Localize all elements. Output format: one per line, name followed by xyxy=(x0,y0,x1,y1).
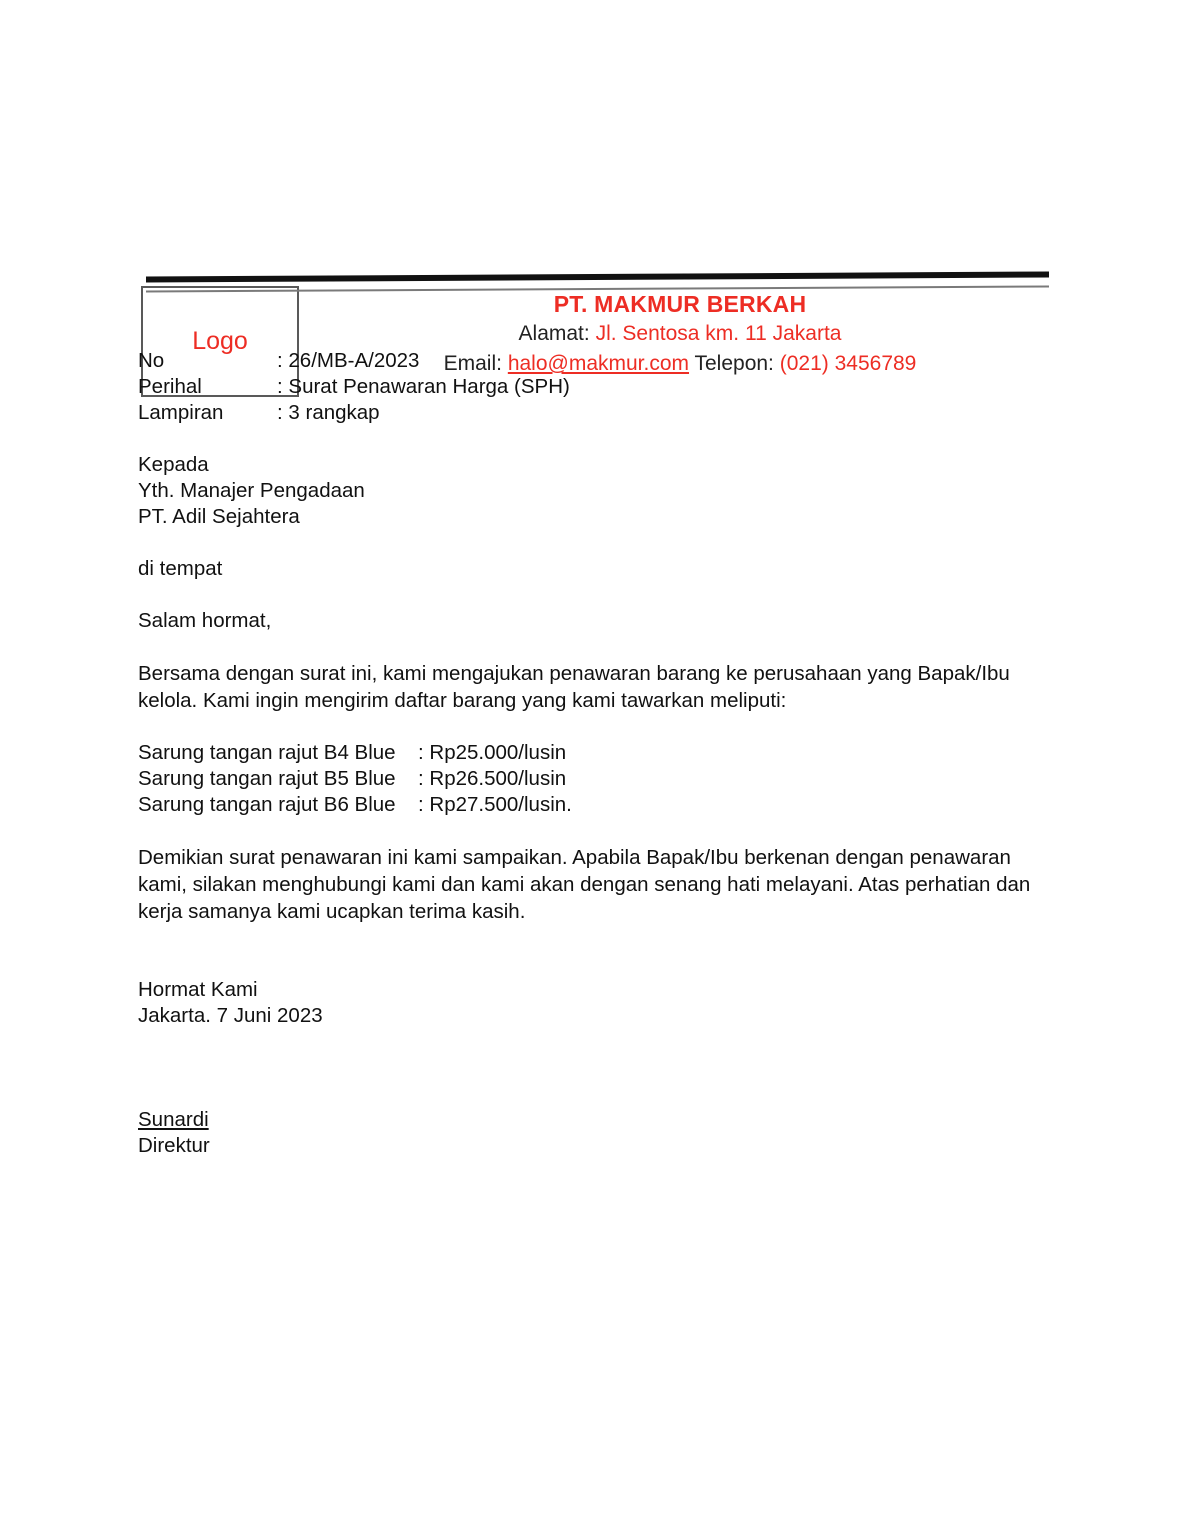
recipient-line-company: PT. Adil Sejahtera xyxy=(138,505,300,528)
email-label: Email: xyxy=(443,352,502,376)
header-divider xyxy=(0,258,1187,306)
address-value: Jl. Sentosa km. 11 Jakarta xyxy=(595,322,842,346)
recipient-line-attention: Yth. Manajer Pengadaan xyxy=(138,479,365,502)
price-item-value: : Rp25.000/lusin xyxy=(418,741,567,764)
signature-block xyxy=(138,1107,1058,1159)
spacer xyxy=(138,925,1058,977)
table-row xyxy=(138,792,572,818)
table-row xyxy=(138,766,572,792)
body-paragraph-opening: Bersama dengan surat ini, kami mengajukan penawaran barang ke perusahaan yang Bapak/Ibu kelola. Kami ingin mengirim daftar barang yang kami tawarkan meliputi: xyxy=(138,662,1010,712)
price-item-name: Sarung tangan rajut B5 Blue xyxy=(138,767,396,790)
meta-label-lampiran: Lampiran xyxy=(138,401,224,424)
recipient-block xyxy=(138,452,1058,530)
recipient-line-place: di tempat xyxy=(138,557,223,580)
signature-space xyxy=(138,1029,1058,1107)
spacer xyxy=(138,634,1058,660)
table-row xyxy=(138,400,570,426)
price-item-value: : Rp27.500/lusin. xyxy=(418,793,572,816)
email-link[interactable]: halo@makmur.com xyxy=(507,352,690,376)
price-list-table xyxy=(138,740,572,818)
spacer xyxy=(138,714,1058,740)
phone-label: Telepon: xyxy=(694,352,774,376)
price-item-value: : Rp26.500/lusin xyxy=(418,767,567,790)
letter-meta-table xyxy=(138,348,570,426)
price-item-name: Sarung tangan rajut B6 Blue xyxy=(138,793,396,816)
signer-title: Direktur xyxy=(138,1134,210,1157)
salutation: Salam hormat, xyxy=(138,609,272,632)
table-row xyxy=(138,374,570,400)
meta-value-lampiran: : 3 rangkap xyxy=(277,401,380,424)
spacer xyxy=(138,426,1058,452)
closing-place-date: Jakarta. 7 Juni 2023 xyxy=(138,1004,323,1027)
body-paragraph-closing: Demikian surat penawaran ini kami sampaikan. Apabila Bapak/Ibu berkenan dengan penawaran kami, silakan menghubungi kami dan kami akan dengan senang hati melayani. Atas perhatian dan kerja samanya kami ucapkan terima kasih. xyxy=(138,846,1031,923)
signer-name: Sunardi xyxy=(138,1108,209,1131)
meta-label-no: No xyxy=(138,349,165,372)
meta-value-perihal: : Surat Penawaran Harga (SPH) xyxy=(277,375,570,398)
spacer xyxy=(138,530,1058,556)
signature-name-wrap xyxy=(138,1107,1058,1133)
meta-label-perihal: Perihal xyxy=(138,375,202,398)
closing-regards: Hormat Kami xyxy=(138,978,258,1001)
spacer xyxy=(138,818,1058,844)
recipient-line-kepada: Kepada xyxy=(138,453,209,476)
logo-text: Logo xyxy=(192,327,248,355)
meta-value-no: : 26/MB-A/2023 xyxy=(277,349,420,372)
table-row xyxy=(138,740,572,766)
price-item-name: Sarung tangan rajut B4 Blue xyxy=(138,741,396,764)
phone-value: (021) 3456789 xyxy=(779,352,917,376)
company-name: PT. MAKMUR BERKAH xyxy=(553,291,807,317)
address-label: Alamat: xyxy=(518,322,590,346)
letter-body xyxy=(138,348,1058,1159)
table-row xyxy=(138,348,570,374)
spacer xyxy=(138,582,1058,608)
closing-block xyxy=(138,977,1058,1029)
company-address-line xyxy=(300,319,1060,349)
